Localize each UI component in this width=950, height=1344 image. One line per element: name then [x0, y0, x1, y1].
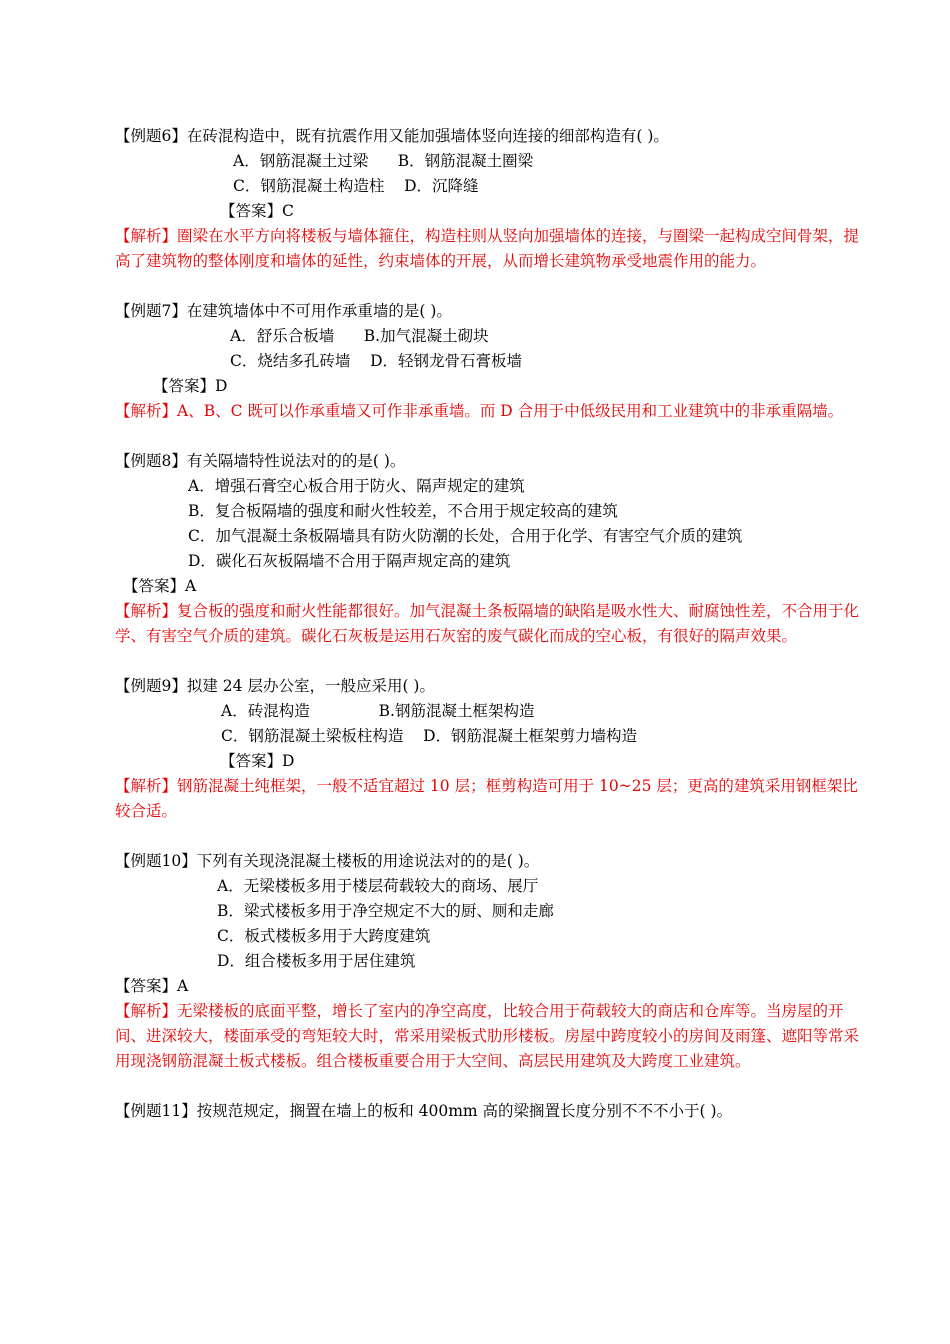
- question-7-option-row-1: A．舒乐合板墙 B.加气混凝土砌块: [230, 327, 489, 345]
- spacer: [115, 274, 860, 299]
- question-9-analysis: 【解析】钢筋混凝土纯框架，一般不适宜超过 10 层；框剪构造可用于 10~25 层；更高的建筑采用钢框架比较合适。: [115, 777, 858, 820]
- spacer: [115, 649, 860, 674]
- question-8-option-a: A．增强石膏空心板合用于防火、隔声规定的建筑: [188, 477, 525, 495]
- question-8-option-b: B．复合板隔墙的强度和耐火性较差，不合用于规定较高的建筑: [188, 502, 618, 520]
- document-page: [115, 124, 860, 1124]
- question-10-option-d: D．组合楼板多用于居住建筑: [217, 952, 416, 970]
- question-9-stem: 【例题9】拟建 24 层办公室，一般应采用( )。: [115, 677, 435, 695]
- spacer: [115, 1074, 860, 1099]
- question-8-analysis: 【解析】复合板的强度和耐火性能都很好。加气混凝土条板隔墙的缺陷是吸水性大、耐腐蚀性差，不合用于化学、有害空气介质的建筑。碳化石灰板是运用石灰窑的废气碳化而成的空心板，有很好的隔声效果。: [115, 602, 860, 645]
- question-8-answer: 【答案】A: [123, 577, 197, 595]
- question-9-option-row-1: A．砖混构造 B.钢筋混凝土框架构造: [221, 702, 535, 720]
- question-10-option-c: C．板式楼板多用于大跨度建筑: [217, 927, 431, 945]
- question-6-analysis: 【解析】圈梁在水平方向将楼板与墙体箍住，构造柱则从竖向加强墙体的连接，与圈梁一起构成空间骨架，提高了建筑物的整体刚度和墙体的延性，约束墙体的开展，从而增长建筑物承受地震作用的能力。: [115, 227, 860, 270]
- question-6-option-row-2: C．钢筋混凝土构造柱 D．沉降缝: [233, 177, 479, 195]
- question-11-stem: 【例题11】按规范规定，搁置在墙上的板和 400mm 高的梁搁置长度分别不不不小于( )。: [115, 1102, 733, 1120]
- question-7-option-row-2: C．烧结多孔砖墙 D．轻钢龙骨石膏板墙: [230, 352, 522, 370]
- question-8-option-c: C．加气混凝土条板隔墙具有防火防潮的长处，合用于化学、有害空气介质的建筑: [188, 527, 743, 545]
- question-6-answer: 【答案】C: [220, 202, 294, 220]
- question-8-stem: 【例题8】有关隔墙特性说法对的的是( )。: [115, 452, 406, 470]
- question-7-answer: 【答案】D: [153, 377, 228, 395]
- question-7-stem: 【例题7】在建筑墙体中不可用作承重墙的是( )。: [115, 302, 452, 320]
- question-10-option-a: A．无梁楼板多用于楼层荷载较大的商场、展厅: [217, 877, 539, 895]
- question-8-option-d: D．碳化石灰板隔墙不合用于隔声规定高的建筑: [188, 552, 511, 570]
- question-9-option-row-2: C．钢筋混凝土梁板柱构造 D．钢筋混凝土框架剪力墙构造: [221, 727, 637, 745]
- question-10-stem: 【例题10】下列有关现浇混凝土楼板的用途说法对的的是( )。: [115, 852, 540, 870]
- question-10-answer: 【答案】A: [115, 977, 189, 995]
- question-10-analysis: 【解析】无梁楼板的底面平整，增长了室内的净空高度，比较合用于荷载较大的商店和仓库等。当房屋的开间、进深较大，楼面承受的弯矩较大时，常采用梁板式肋形楼板。房屋中跨度较小的房间及雨篷、遮阳等常采用现浇钢筋混凝土板式楼板。组合楼板重要合用于大空间、高层民用建筑及大跨度工业建筑。: [115, 1002, 860, 1070]
- spacer: [115, 424, 860, 449]
- spacer: [115, 824, 860, 849]
- question-7-analysis: 【解析】A、B、C 既可以作承重墙又可作非承重墙。而 D 合用于中低级民用和工业建筑中的非承重隔墙。: [115, 402, 844, 420]
- question-6-option-row-1: A．钢筋混凝土过梁 B．钢筋混凝土圈梁: [233, 152, 534, 170]
- question-9-answer: 【答案】D: [220, 752, 295, 770]
- question-10-option-b: B．梁式楼板多用于净空规定不大的厨、厕和走廊: [217, 902, 554, 920]
- question-6-stem: 【例题6】在砖混构造中，既有抗震作用又能加强墙体竖向连接的细部构造有( )。: [115, 127, 669, 145]
